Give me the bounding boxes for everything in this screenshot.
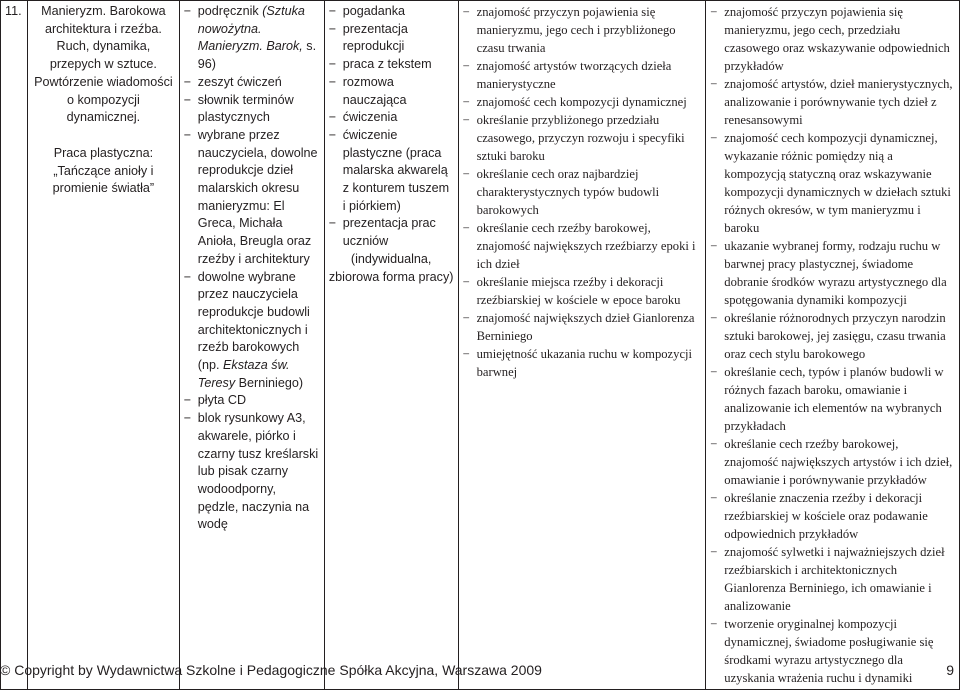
basic-requirements-list [463, 3, 702, 381]
materials-cell [179, 1, 324, 690]
methods-cell [324, 1, 458, 690]
row-number-text: 11. [5, 4, 22, 18]
basic-requirements-cell [458, 1, 706, 690]
list-item [184, 127, 320, 269]
list-item: − tworzenie oryginalnej kompozycji dynamicznej, świadome posługiwanie się środkami wyrazu artystycznego dla uzyskania wrażenia ruchu i dynamiki [710, 615, 955, 687]
task-name: „Tańczące anioły i promienie światła” [52, 163, 155, 196]
methods-note: (indywidualna, zbiorowa forma pracy) [328, 251, 454, 284]
spacer [32, 127, 175, 145]
material-text: zeszyt ćwiczeń [197, 74, 282, 89]
list-item: − określanie cech, typów i planów budowli w różnych fazach baroku, omawianie i analizowanie ich elementów na wybranych przykładach [710, 363, 955, 435]
list-item: − rozmowa nauczająca [329, 74, 454, 109]
material-title: (Sztuka nowożytna. Manieryzm. Barok, [197, 4, 305, 54]
material-text: podręcznik [197, 4, 263, 18]
list-item: − praca z tekstem [329, 56, 454, 74]
list-item [184, 269, 320, 393]
list-item [184, 392, 320, 410]
list-item [184, 92, 320, 127]
list-item: − określanie cech rzeźby barokowej, znajomość największych artystów i ich dzieł, omawianie i porównywanie przykładów [710, 435, 955, 489]
list-item: − określanie cech rzeźby barokowej, znajomość największych rzeźbiarzy epoki i ich dzieł [463, 219, 702, 273]
list-item: − znajomość artystów tworzących dzieła manierystyczne [463, 57, 702, 93]
material-text-end: Berniniego) [235, 375, 304, 390]
list-item: − znajomość cech kompozycji dynamicznej, wykazanie różnic pomiędzy nią a kompozycją statyczną oraz wskazywanie kompozycji dynamicznych w dziełach sztuki różnych okresów, w tym manieryzmu i baroku [710, 129, 955, 237]
list-item: − pogadanka [329, 3, 454, 21]
list-item: − znajomość największych dzieł Gianlorenza Berniniego [463, 309, 702, 345]
list-item: − określanie miejsca rzeźby i dekoracji rzeźbiarskiej w kościele w epoce baroku [463, 273, 702, 309]
material-title: Ekstaza św. Teresy [197, 358, 290, 390]
list-item: − ćwiczenie plastyczne (praca malarska akwarelą z konturem tuszem i piórkiem) [329, 127, 454, 216]
extended-requirements-list [710, 3, 955, 687]
material-text: słownik terminów plastycznych [197, 92, 294, 125]
list-item: − ćwiczenia [329, 109, 454, 127]
material-text: blok rysunkowy A3, akwarele, piórko i czarny tusz kreślarski lub pisak czarny wodoodporny, pędzle, naczynia na wodę [197, 411, 319, 532]
list-item: − znajomość przyczyn pojawienia się manieryzmu, jego cech, przedziału czasowego oraz wskazywanie odpowiednich przykładów [710, 3, 955, 75]
list-item: − ukazanie wybranej formy, rodzaju ruchu w barwnej pracy plastycznej, świadome dobranie środków wyrazu artystycznego dla spotęgowania dynamiki kompozycji [710, 237, 955, 309]
topic-cell [27, 1, 179, 690]
material-text: płyta CD [197, 393, 247, 408]
list-item: − określanie znaczenia rzeźby i dekoracji rzeźbiarskiej w kościele oraz podawanie odpowiednich przykładów [710, 489, 955, 543]
list-item: − umiejętność ukazania ruchu w kompozycji barwnej [463, 345, 702, 381]
table-row [1, 1, 960, 690]
methods-list [329, 3, 454, 251]
page-footer [0, 660, 960, 682]
list-item: − znajomość cech kompozycji dynamicznej [463, 93, 702, 111]
list-item [184, 74, 320, 92]
materials-list [184, 3, 320, 534]
list-item: − znajomość artystów, dzieł manierystycznych, analizowanie i porównywanie tych dzieł z renesansowymi [710, 75, 955, 129]
list-item: − określanie różnorodnych przyczyn narodzin sztuki barokowej, jej zasięgu, czasu trwania oraz cech stylu barokowego [710, 309, 955, 363]
list-item: − prezentacja reprodukcji [329, 21, 454, 56]
list-item [184, 410, 320, 534]
page-number: 9 [946, 662, 954, 678]
list-item: − prezentacja prac uczniów [329, 215, 454, 250]
list-item: − określanie cech oraz najbardziej charakterystycznych typów budowli barokowych [463, 165, 702, 219]
extended-requirements-cell [706, 1, 960, 690]
material-text: dowolne wybrane przez nauczyciela reprodukcje budowli architektonicznych i rzeźb barokowych (np. [197, 269, 310, 373]
task-label: Praca plastyczna: [53, 145, 154, 160]
list-item: − określanie przybliżonego przedziału czasowego, przyczyn rozwoju i specyfiki sztuki baroku [463, 111, 702, 165]
list-item [184, 3, 320, 74]
row-number [1, 1, 28, 690]
material-text-end: s. 96) [197, 39, 317, 72]
material-text: wybrane przez nauczyciela, dowolne reprodukcje dzieł malarskich okresu manieryzmu: El Greca, Michała Anioła, Breugla oraz rzeźby i architektury [197, 127, 318, 266]
list-item: − znajomość sylwetki i najważniejszych dzieł rzeźbiarskich i architektonicznych Gianlorenza Berniniego, ich omawianie i analizowanie [710, 543, 955, 615]
topic-title: Manieryzm. Barokowa architektura i rzeźba. Ruch, dynamika, przepych w sztuce. Powtórzenie wiadomości o kompozycji dynamicznej. [34, 4, 173, 125]
copyright-text: © Copyright by Wydawnictwa Szkolne i Pedagogiczne Spółka Akcyjna, Warszawa 2009 [0, 662, 542, 678]
list-item: − znajomość przyczyn pojawienia się manieryzmu, jego cech i przybliżonego czasu trwania [463, 3, 702, 57]
